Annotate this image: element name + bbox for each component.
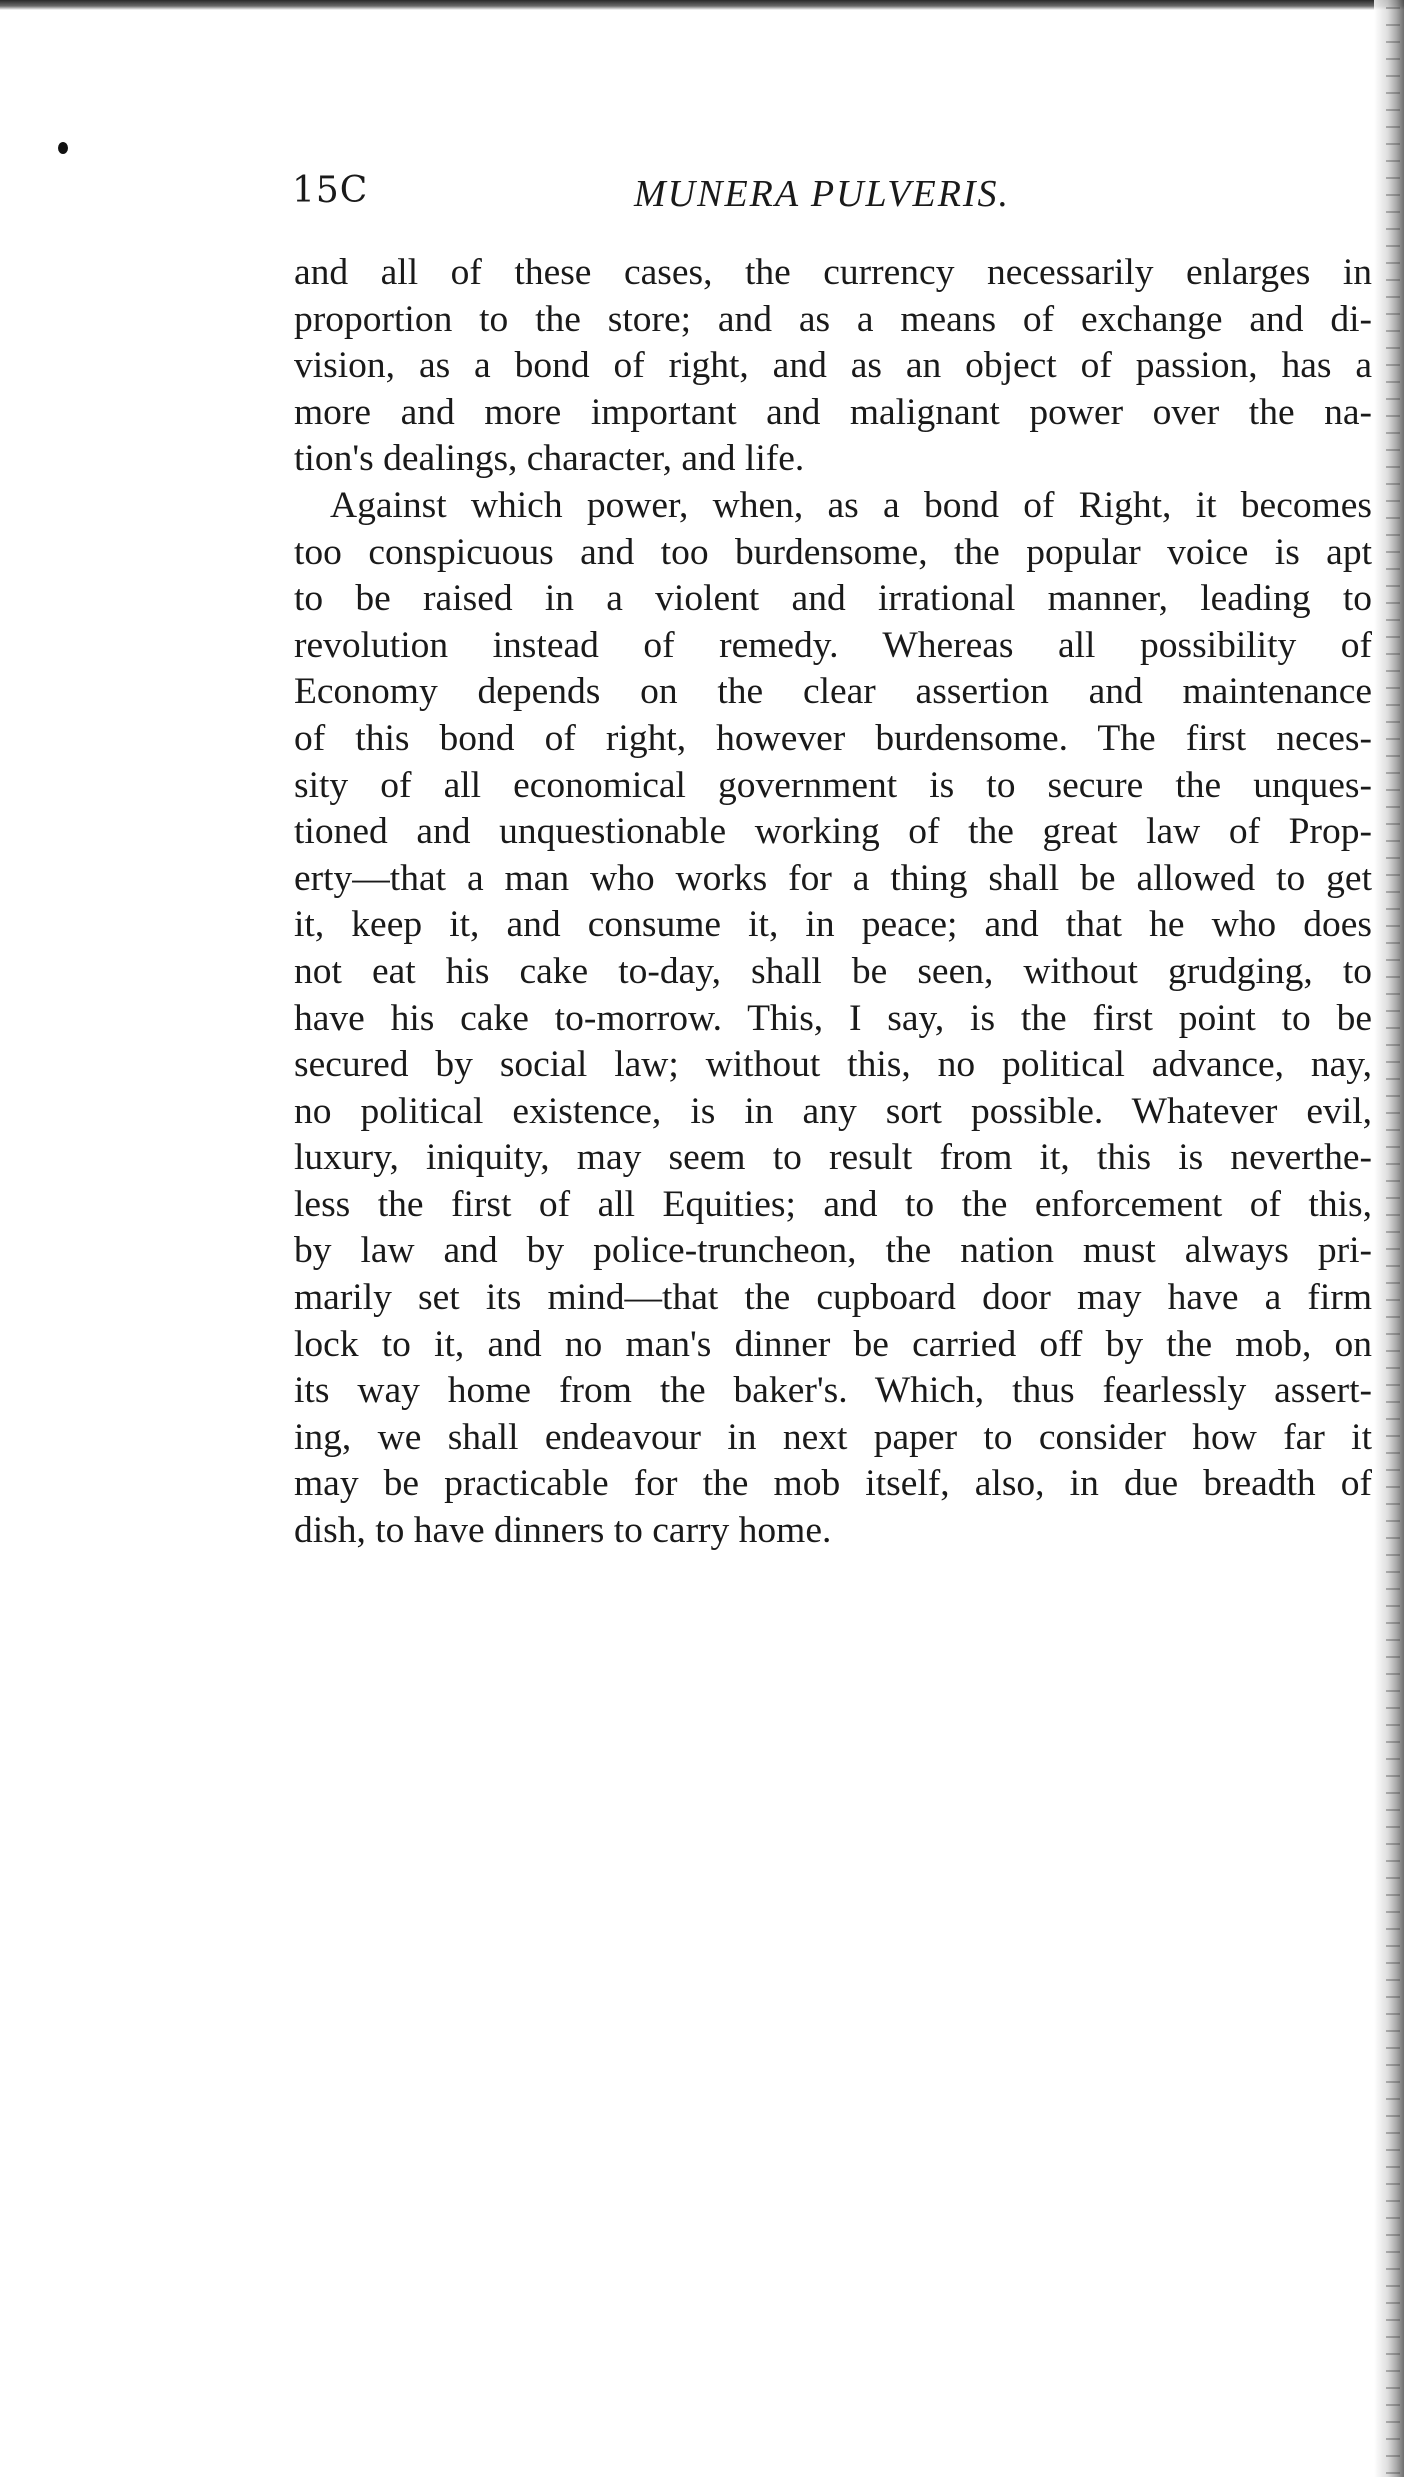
page-number: 15C	[292, 170, 369, 211]
text-line: no political existence, is in any sort possible. Whatever evil,	[294, 1090, 1372, 1132]
ink-blot	[58, 142, 68, 154]
running-title: MUNERA PULVERIS.	[634, 173, 1011, 215]
text-line: by law and by police-truncheon, the nation must always pri-	[294, 1230, 1372, 1272]
text-line: sity of all economical government is to secure the unques-	[294, 764, 1372, 806]
paragraph	[294, 250, 1372, 483]
text-line: of this bond of right, however burdensome. The first neces-	[294, 717, 1372, 759]
text-line: secured by social law; without this, no political advance, nay,	[294, 1044, 1372, 1086]
text-line: and all of these cases, the currency necessarily enlarges in	[294, 252, 1372, 293]
text-line: its way home from the baker's. Which, thus fearlessly assert-	[294, 1370, 1372, 1412]
text-line: vision, as a bond of right, and as an object of passion, has a	[294, 345, 1372, 387]
text-line: tion's dealings, character, and life.	[294, 438, 805, 480]
text-line: luxury, iniquity, may seem to result from it, this is neverthe-	[294, 1137, 1372, 1179]
text-line: dish, to have dinners to carry home.	[294, 1510, 832, 1552]
text-line: tioned and unquestionable working of the great law of Prop-	[294, 811, 1372, 853]
paragraph	[294, 483, 1372, 1555]
text-line: less the first of all Equities; and to the enforcement of this,	[294, 1183, 1372, 1225]
text-line: may be practicable for the mob itself, also, in due breadth of	[294, 1463, 1372, 1505]
text-line: revolution instead of remedy. Whereas all possibility of	[294, 624, 1372, 666]
text-line: ing, we shall endeavour in next paper to consider how far it	[294, 1416, 1372, 1458]
text-line: too conspicuous and too burdensome, the popular voice is apt	[294, 531, 1372, 573]
text-line: have his cake to-morrow. This, I say, is the first point to be	[294, 997, 1372, 1039]
text-line: to be raised in a violent and irrational manner, leading to	[294, 578, 1372, 620]
text-line: proportion to the store; and as a means of exchange and di-	[294, 298, 1372, 340]
text-line: Against which power, when, as a bond of Right, it becomes	[330, 484, 1372, 526]
page-edge-speckle	[1386, 0, 1400, 2477]
text-line: erty—that a man who works for a thing shall be allowed to get	[294, 857, 1372, 899]
text-line: it, keep it, and consume it, in peace; and that he who does	[294, 904, 1372, 946]
text-line: lock to it, and no man's dinner be carried off by the mob, on	[294, 1323, 1372, 1365]
body-text	[294, 250, 1372, 1555]
text-line: marily set its mind—that the cupboard door may have a firm	[294, 1277, 1372, 1319]
text-line: not eat his cake to-day, shall be seen, without grudging, to	[294, 950, 1372, 992]
text-line: Economy depends on the clear assertion and maintenance	[294, 671, 1372, 713]
page-top-edge-shadow	[0, 0, 1404, 10]
text-line: more and more important and malignant power over the na-	[294, 391, 1372, 433]
